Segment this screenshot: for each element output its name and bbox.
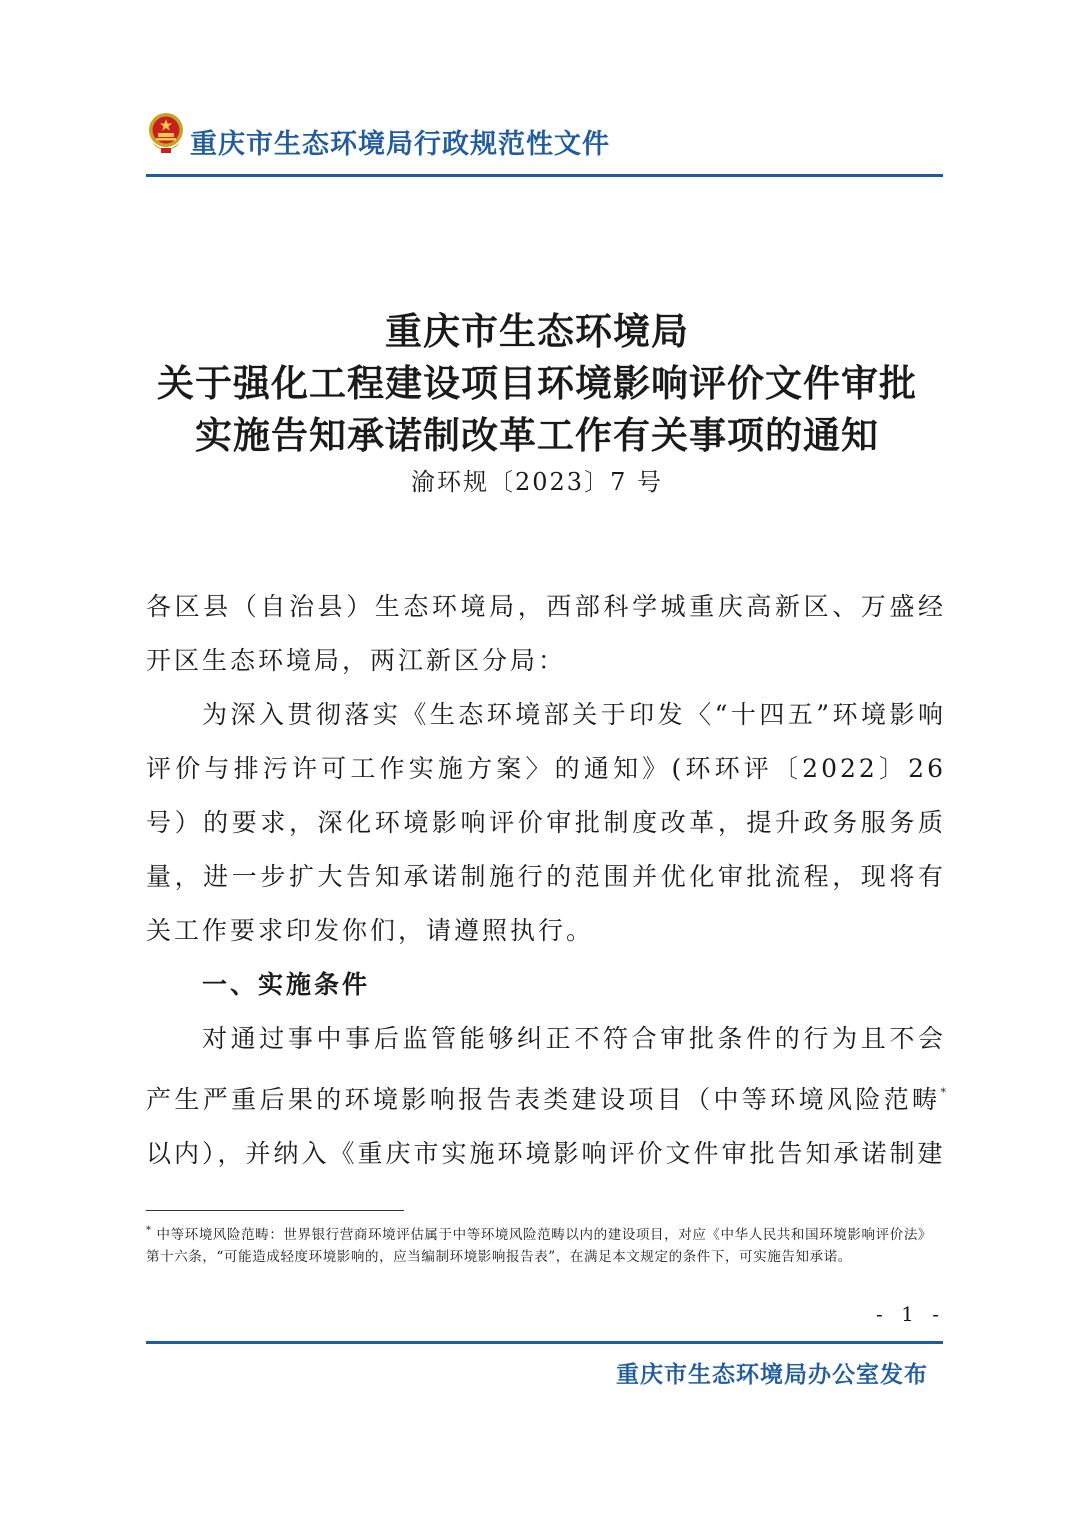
page-number: - 1 - xyxy=(876,1302,945,1326)
header-title: 重庆市生态环境局行政规范性文件 xyxy=(190,129,610,160)
document-title-line-3: 实施告知承诺制改革工作有关事项的通知 xyxy=(195,413,879,457)
footnote-reference: * xyxy=(940,1086,946,1099)
footnote-text: 中等环境风险范畴：世界银行营商环境评估属于中等环境风险范畴以内的建设项目，对应《中华人民共和国环境影响评价法》第十六条，“可能造成轻度环境影响的，应当编制环境影响报告表”，在满足本文规定的条件下，可实施告知承诺。 xyxy=(146,1227,933,1265)
document-title-line-1: 重庆市生态环境局 xyxy=(385,309,689,353)
section-heading: 一、实施条件 xyxy=(202,970,371,999)
footer-divider xyxy=(146,1341,943,1344)
footer-title: 重庆市生态环境局办公室发布 xyxy=(616,1362,928,1388)
intro-paragraph: 为深入贯彻落实《生态环境部关于印发〈“十四五”环境影响评价与排污许可工作实施方案〉的通知》(环环评〔2022〕26 号）的要求，深化环境影响评价审批制度改革，提升政务服务质量，进一步扩大告知承诺制施行的范围并优化审批流程，现将有关工作要求印发你们，请遵照执行。 xyxy=(146,700,946,945)
section-text-part-1: 对通过事中事后监管能够纠正不符合审批条件的行为且不会产生严重后果的环境影响报告表类建设项目（中等环境风险范畴 xyxy=(146,1024,946,1114)
national-emblem-icon xyxy=(146,112,186,156)
header-divider xyxy=(146,174,943,177)
section-paragraph xyxy=(146,1012,946,1181)
document-body xyxy=(146,580,946,1181)
footnote-divider xyxy=(146,1210,404,1211)
document-number: 渝环规〔2023〕7 号 xyxy=(411,468,663,496)
footnote-marker: * xyxy=(146,1225,152,1236)
document-header xyxy=(146,112,946,162)
addressee: 各区县（自治县）生态环境局，西部科学城重庆高新区、万盛经开区生态环境局，两江新区分局： xyxy=(146,592,946,675)
footnote xyxy=(146,1220,944,1268)
document-title-block xyxy=(0,305,1074,501)
document-title-line-2: 关于强化工程建设项目环境影响评价文件审批 xyxy=(157,361,917,405)
section-text-part-2: 以内），并纳入《重庆市实施环境影响评价文件审批告知承诺制建 xyxy=(146,1139,946,1168)
